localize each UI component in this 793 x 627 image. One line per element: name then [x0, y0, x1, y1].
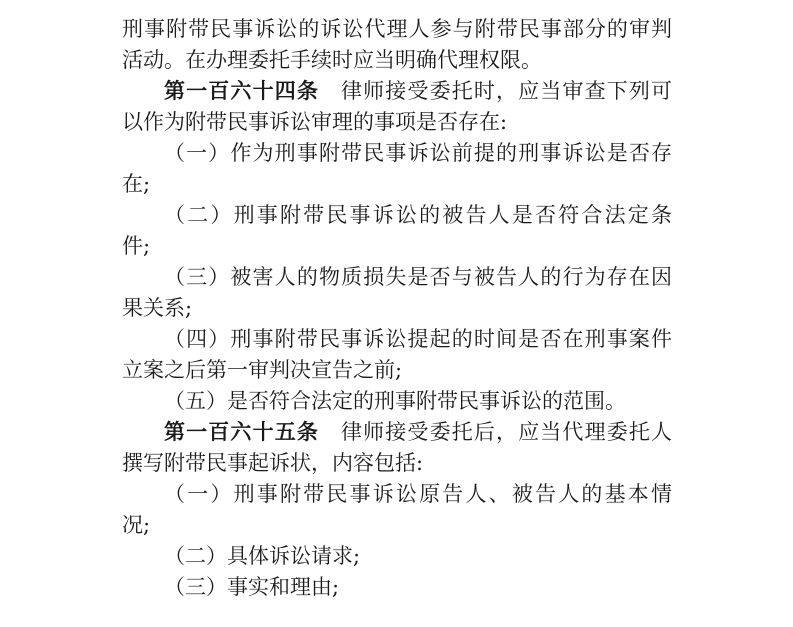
text-line: 果关系; — [122, 296, 193, 320]
list-item-line: （一）刑事附带民事诉讼原告人、被告人的基本情 — [164, 482, 672, 506]
list-item-line: （四）刑事附带民事诉讼提起的时间是否在刑事案件 — [164, 327, 672, 351]
text-line: 刑事附带民事诉讼的诉讼代理人参与附带民事部分的审判 — [122, 17, 672, 41]
text-line: 以作为附带民事诉讼审理的事项是否存在: — [122, 110, 508, 134]
list-item-line: （一）作为刑事附带民事诉讼前提的刑事诉讼是否存 — [164, 141, 672, 165]
article-165-text: 律师接受委托后，应当代理委托人 — [341, 420, 672, 444]
list-item-line: （五）是否符合法定的刑事附带民事诉讼的范围。 — [164, 389, 626, 413]
list-item-line: （二）具体诉讼请求; — [164, 544, 361, 568]
article-164-paragraph-start — [164, 76, 672, 107]
list-item-line: （三）被害人的物质损失是否与被告人的行为存在因 — [164, 265, 672, 289]
text-line: 在; — [122, 172, 151, 196]
text-line: 活动。在办理委托手续时应当明确代理权限。 — [122, 48, 542, 72]
text-line: 撰写附带民事起诉状，内容包括: — [122, 451, 424, 475]
article-164-heading: 第一百六十四条 — [164, 79, 319, 103]
list-item-line: （二）刑事附带民事诉讼的被告人是否符合法定条 — [164, 203, 672, 227]
list-item-line: （三）事实和理由; — [164, 575, 340, 599]
article-165-heading: 第一百六十五条 — [164, 420, 319, 444]
text-line: 立案之后第一审判决宣告之前; — [122, 358, 403, 382]
text-line: 况; — [122, 513, 151, 537]
article-164-text: 律师接受委托时，应当审查下列可 — [341, 79, 672, 103]
text-line: 件; — [122, 234, 151, 258]
article-165-paragraph-start — [164, 417, 672, 448]
